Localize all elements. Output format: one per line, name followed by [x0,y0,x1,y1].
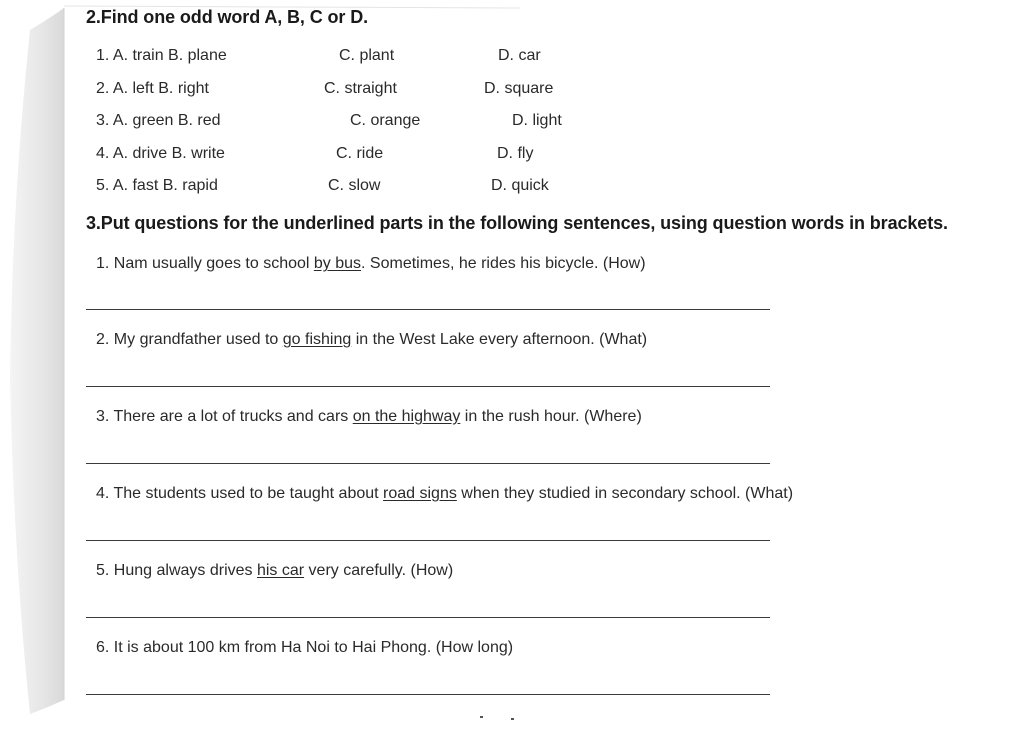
answer-line[interactable] [86,694,770,695]
odd-word-item [0,79,1024,99]
question-sentence [96,407,642,427]
answer-line[interactable] [86,540,770,541]
answer-line[interactable] [86,386,770,387]
underlined-part: by bus [313,255,362,272]
underlined-part: his car [256,562,305,579]
stray-dot [480,716,483,718]
option-d: D. car [498,47,541,64]
sentence-text: 5. Hung always drives [96,562,257,579]
option-c: C. ride [336,145,384,162]
sentence-text: in the West Lake every afternoon. (What) [351,331,648,348]
stray-dot [511,718,514,720]
options-a-b: 4. A. drive B. write [96,145,225,162]
section-3-title: 3.Put questions for the underlined parts in the following sentences, using question words in brackets. [86,213,948,233]
sentence-text: . Sometimes, he rides his bicycle. (How) [361,255,646,272]
answer-line[interactable] [86,617,770,618]
question-sentence [96,330,647,350]
underlined-part: road signs [383,485,457,502]
option-c: C. orange [350,112,421,129]
option-d: D. fly [497,145,534,162]
odd-word-item [0,111,1024,131]
underlined-part: on the highway [352,408,461,425]
sentence-text: when they studied in secondary school. (What) [456,485,794,502]
question-sentence [96,484,793,504]
option-c: C. slow [328,177,381,194]
question-sentence [96,561,453,581]
option-c: C. plant [339,47,395,64]
section-2-title: 2.Find one odd word A, B, C or D. [86,7,369,27]
option-d: D. light [512,112,562,129]
options-a-b: 3. A. green B. red [96,112,221,129]
sentence-text: 1. Nam usually goes to school [96,255,314,272]
sentence-text: very carefully. (How) [304,562,454,579]
answer-line[interactable] [86,309,770,310]
sentence-text: 4. The students used to be taught about [96,485,384,502]
question-sentence [96,254,646,274]
options-a-b: 5. A. fast B. rapid [96,177,218,194]
underlined-part: go fishing [282,331,352,348]
sentence-text: 6. It is about 100 km from Ha Noi to Hai Phong. (How long) [96,639,514,656]
option-d: D. quick [491,177,549,194]
answer-line[interactable] [86,463,770,464]
sentence-text: 2. My grandfather used to [96,331,283,348]
option-d: D. square [484,80,554,97]
odd-word-item [0,176,1024,196]
options-a-b: 2. A. left B. right [96,80,209,97]
odd-word-item [0,144,1024,164]
option-c: C. straight [324,80,397,97]
odd-word-item [0,46,1024,66]
options-a-b: 1. A. train B. plane [96,47,227,64]
sentence-text: in the rush hour. (Where) [460,408,642,425]
question-sentence [96,638,513,658]
sentence-text: 3. There are a lot of trucks and cars [96,408,353,425]
